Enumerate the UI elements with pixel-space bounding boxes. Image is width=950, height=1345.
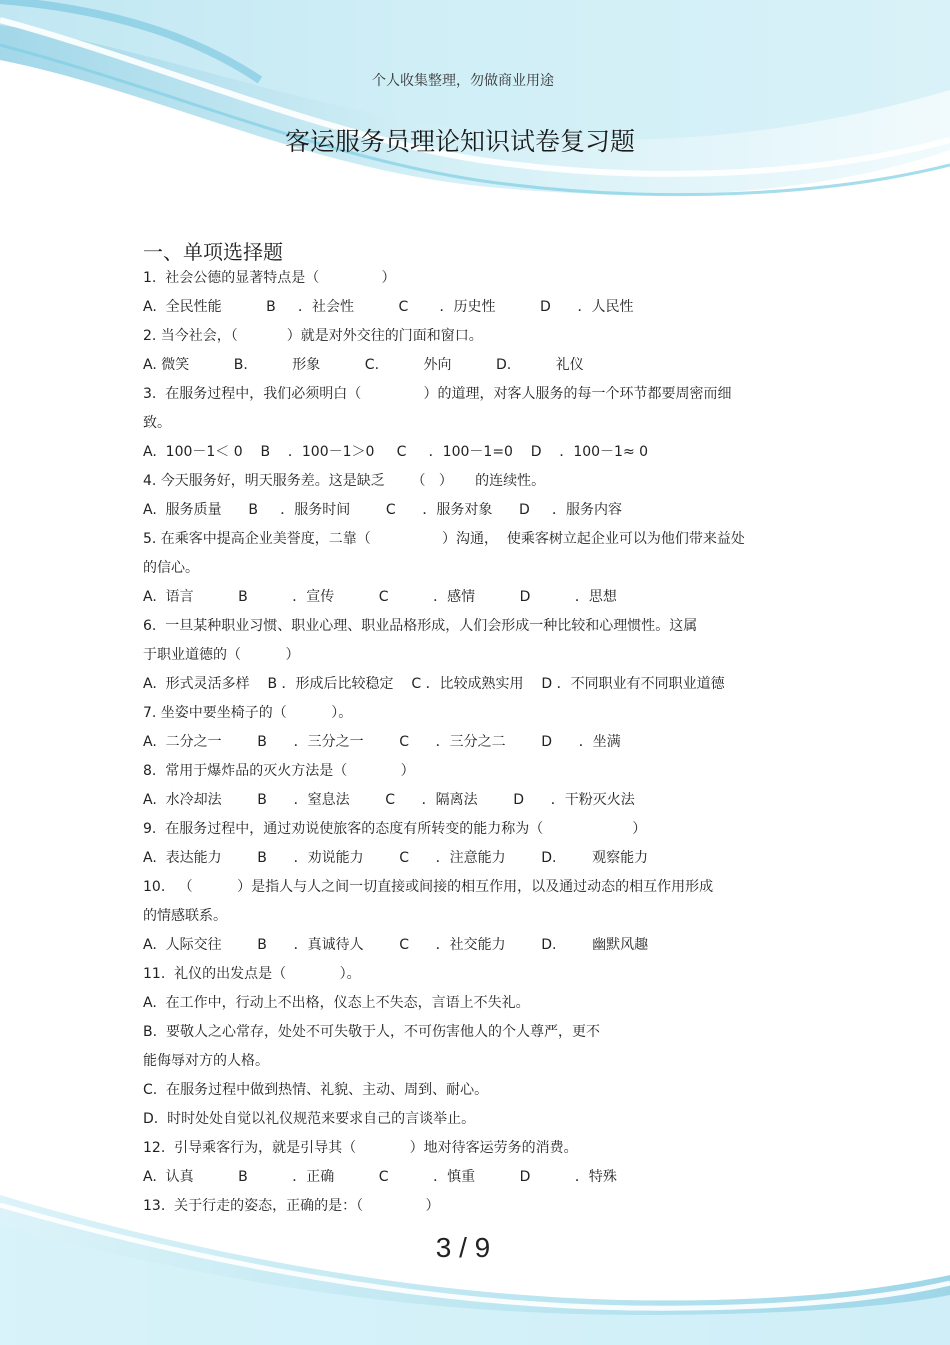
page-number: 3 / 9 xyxy=(435,1232,491,1263)
header-note: 个人收集整理，勿做商业用途 xyxy=(372,73,554,89)
text-line: A. 在工作中，行动上不出格，仪态上不失态，言语上不失礼。 xyxy=(143,995,530,1011)
text-line: 的信心。 xyxy=(143,560,199,576)
text-line: 致。 xyxy=(143,415,171,431)
text-line: A. 表达能力 B ．劝说能力 C ．注意能力 D. 观察能力 xyxy=(143,850,649,866)
text-line: 12. 引导乘客行为，就是引导其（ ）地对待客运劳务的消费。 xyxy=(143,1140,578,1156)
text-line: 3. 在服务过程中，我们必须明白（ ）的道理，对客人服务的每一个环节都要周密而细 xyxy=(143,386,732,402)
text-line: A. 认真 B ．正确 C ．慎重 D ．特殊 xyxy=(143,1169,617,1185)
text-line: A. 形式灵活多样 B ．形成后比较稳定 C ．比较成熟实用 D ．不同职业有不同职业道德 xyxy=(143,676,725,692)
text-line: 9. 在服务过程中，通过劝说使旅客的态度有所转变的能力称为（ ） xyxy=(143,821,647,837)
text-line: B. 要敬人之心常存，处处不可失敬于人，不可伤害他人的个人尊严，更不 xyxy=(143,1024,600,1040)
question-list xyxy=(143,264,793,1221)
text-line: 能侮辱对方的人格。 xyxy=(143,1053,269,1069)
text-line: 11. 礼仪的出发点是（ ）。 xyxy=(143,966,361,982)
text-line: D. 时时处处自觉以礼仪规范来要求自己的言谈举止。 xyxy=(143,1111,476,1127)
text-line: 于职业道德的（ ） xyxy=(143,647,300,663)
text-line: A. 微笑 B. 形象 C. 外向 D. 礼仪 xyxy=(143,357,584,373)
text-line: 5. 在乘客中提高企业美誉度，二靠（ ）沟通， 使乘客树立起企业可以为他们带来益处 xyxy=(143,531,745,547)
text-line: 8. 常用于爆炸品的灭火方法是（ ） xyxy=(143,763,415,779)
text-line: 1. 社会公德的显著特点是（ ） xyxy=(143,270,396,286)
text-line: 2. 当今社会，（ ）就是对外交往的门面和窗口。 xyxy=(143,328,483,344)
text-line: 的情感联系。 xyxy=(143,908,227,924)
text-line: A. 100－1＜ 0 B ．100－1＞0 C ．100－1=0 D ．100－1≈ 0 xyxy=(143,444,649,460)
text-line: A. 人际交往 B ．真诚待人 C ．社交能力 D. 幽默风趣 xyxy=(143,937,649,953)
text-line: 6. 一旦某种职业习惯、职业心理、职业品格形成，人们会形成一种比较和心理惯性。这属 xyxy=(143,618,698,634)
text-line: A. 服务质量 B ．服务时间 C ．服务对象 D ．服务内容 xyxy=(143,502,623,518)
section-heading: 一、单项选择题 xyxy=(143,240,283,264)
text-line: 13. 关于行走的姿态，正确的是：（ ） xyxy=(143,1198,440,1214)
document-title: 客运服务员理论知识试卷复习题 xyxy=(284,127,635,156)
text-line: A. 水冷却法 B ．窒息法 C ．隔离法 D ．干粉灭火法 xyxy=(143,792,635,808)
text-line: A. 语言 B ．宣传 C ．感情 D ．思想 xyxy=(143,589,617,605)
text-line: C. 在服务过程中做到热情、礼貌、主动、周到、耐心。 xyxy=(143,1082,489,1098)
text-line: 4. 今天服务好，明天服务差。这是缺乏 （ ） 的连续性。 xyxy=(143,473,546,489)
text-line: A. 全民性能 B ．社会性 C ．历史性 D ．人民性 xyxy=(143,299,634,315)
text-line: 10. （ ）是指人与人之间一切直接或间接的相互作用，以及通过动态的相互作用形成 xyxy=(143,879,714,895)
text-line: 7. 坐姿中要坐椅子的（ ）。 xyxy=(143,705,353,721)
text-line: A. 二分之一 B ．三分之一 C ．三分之二 D ．坐满 xyxy=(143,734,621,750)
